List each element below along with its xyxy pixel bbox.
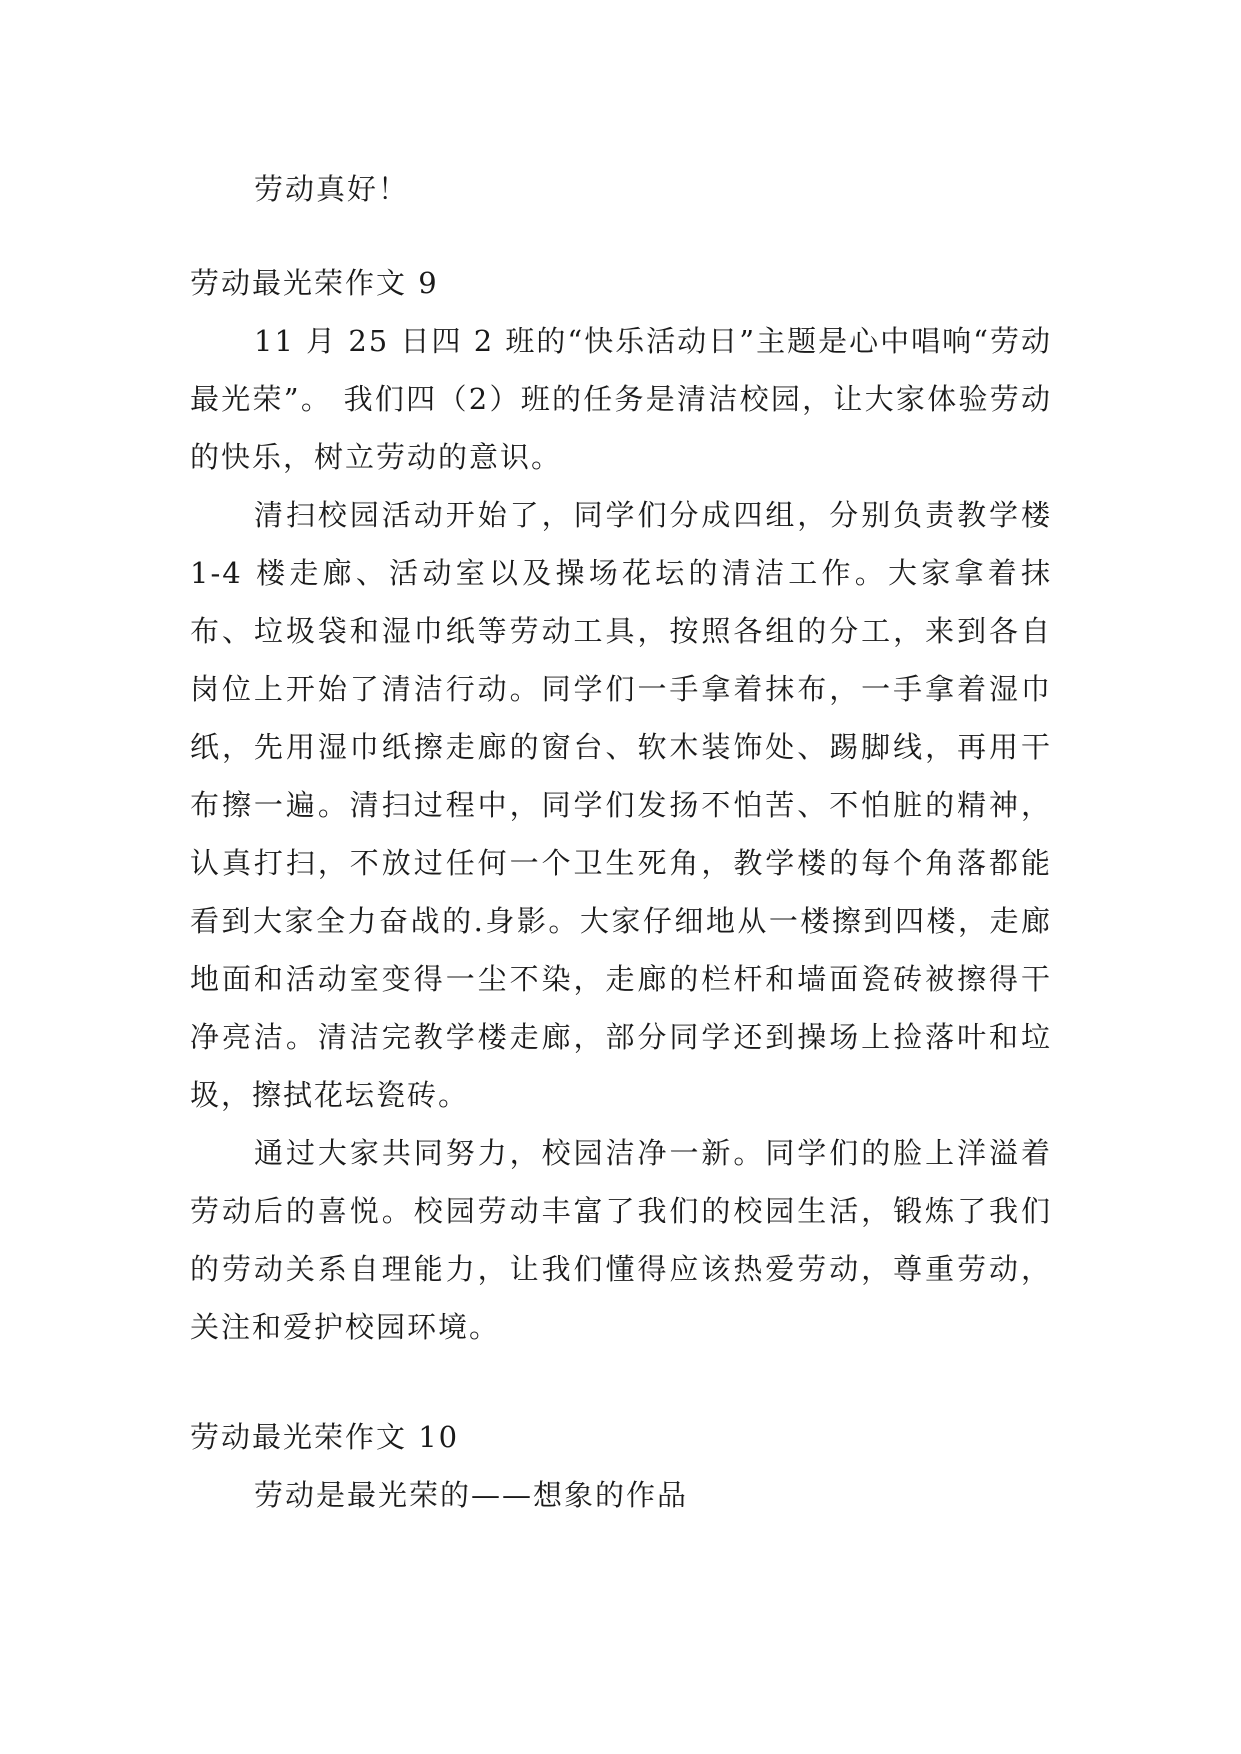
essay-10-paragraph-1: 劳动是最光荣的——想象的作品 (254, 1478, 689, 1512)
essay-title-10: 劳动最光荣作文 10 (190, 1420, 460, 1454)
closing-line: 劳动真好！ (254, 172, 410, 206)
essay-section-10 (190, 1408, 1052, 1524)
essay-9-paragraph-2: 清扫校园活动开始了，同学们分成四组，分别负责教学楼 1-4 楼走廊、活动室以及操场花坛的清洁工作。大家拿着抹布、垃圾袋和湿巾纸等劳动工具，按照各组的分工，来到各自岗位上开始了清洁行动。同学们一手拿着抹布，一手拿着湿巾纸，先用湿巾纸擦走廊的窗台、软木装饰处、踢脚线，再用干布擦一遍。清扫过程中，同学们发扬不怕苦、不怕脏的精神，认真打扫，不放过任何一个卫生死角，教学楼的每个角落都能看到大家全力奋战的.身影。大家仔细地从一楼擦到四楼，走廊地面和活动室变得一尘不染，走廊的栏杆和墙面瓷砖被擦得干净亮洁。清洁完教学楼走廊，部分同学还到操场上捡落叶和垃圾，擦拭花坛瓷砖。 (190, 498, 1052, 1112)
essay-section-9 (190, 254, 1052, 1356)
essay-title-9: 劳动最光荣作文 9 (190, 266, 439, 300)
document-body (190, 160, 1052, 1524)
essay-9-paragraph-3: 通过大家共同努力，校园洁净一新。同学们的脸上洋溢着劳动后的喜悦。校园劳动丰富了我们的校园生活，锻炼了我们的劳动关系自理能力，让我们懂得应该热爱劳动，尊重劳动，关注和爱护校园环境。 (190, 1136, 1052, 1344)
essay-9-paragraph-1: 11 月 25 日四 2 班的“快乐活动日”主题是心中唱响“劳动最光荣”。 我们四（2）班的任务是清洁校园，让大家体验劳动的快乐，树立劳动的意识。 (190, 324, 1052, 474)
